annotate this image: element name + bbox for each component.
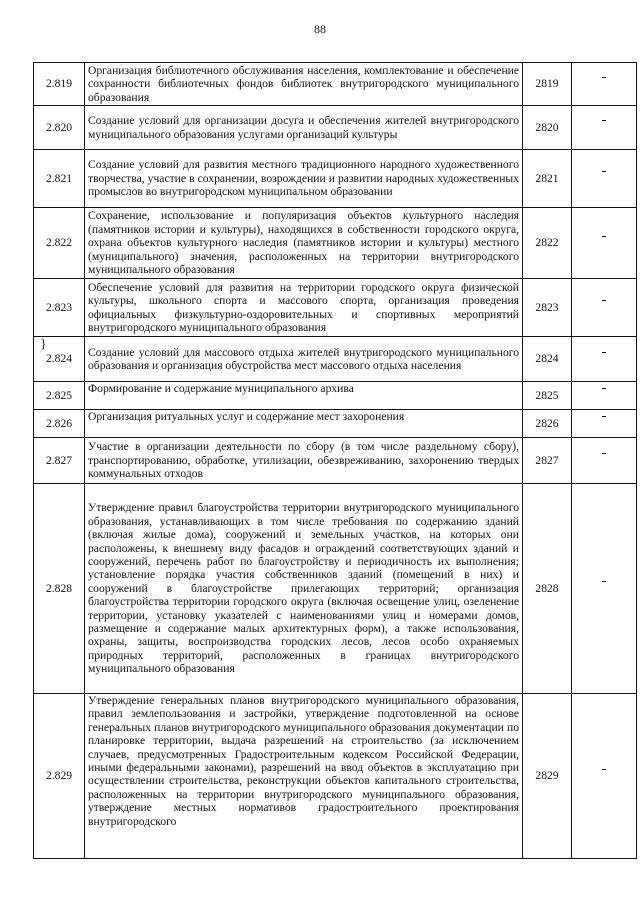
table-row [34, 106, 637, 150]
row-value [572, 382, 637, 410]
row-number: 2.827 [34, 438, 85, 484]
table-row [34, 150, 637, 208]
dash-mark [602, 300, 606, 314]
dash-mark [602, 581, 606, 595]
row-text: Обеспечение условий для развития на территории городского округа физической культуры, школьного спорта и массового спорта, организация проведения официальных физкультурно-оздоровительных и спортивных мероприятий внутригородского муниципального образования [85, 279, 523, 337]
row-number: 2.829 [34, 694, 85, 859]
dash-mark [602, 352, 606, 366]
row-code: 2826 [523, 410, 572, 438]
row-text: Участие в организации деятельности по сбору (в том числе раздельному сбору), транспортированию, обработке, утилизации, обезвреживанию, захоронению твердых коммунальных отходов [85, 438, 523, 484]
functions-table [33, 62, 637, 859]
row-code: 2829 [523, 694, 572, 859]
row-code: 2820 [523, 106, 572, 150]
row-value [572, 410, 637, 438]
row-value [572, 208, 637, 279]
row-value [572, 438, 637, 484]
row-number: 2.826 [34, 410, 85, 438]
row-number: 2.828 [34, 484, 85, 694]
table-row [34, 438, 637, 484]
row-number: 2.824 [34, 337, 85, 382]
margin-mark: } [40, 337, 47, 352]
row-code: 2823 [523, 279, 572, 337]
row-text: Утверждение правил благоустройства территории внутригородского муниципального образования, устанавливающих в том числе требования по содержанию зданий (включая жилые дома), сооружений и земельных участков, на которых они расположены, к внешнему виду фасадов и ограждений соответствующих зданий и сооружений, перечень работ по благоустройству и периодичность их выполнения; установление порядка участия собственников зданий (помещений в них) и сооружений в благоустройстве прилегающих территорий; организация благоустройства территории городского округа (включая освещение улиц, озеленение территории, установку указателей с наименованиями улиц и номерами домов, размещение и содержание малых архитектурных форм), а также использования, охраны, защиты, воспроизводства городских лесов, лесов особо охраняемых природных территорий, расположенных в границах внутригородского муниципального образования [85, 484, 523, 694]
row-code: 2828 [523, 484, 572, 694]
row-number: 2.825 [34, 382, 85, 410]
page-number: 88 [314, 22, 326, 36]
row-value [572, 150, 637, 208]
row-value [572, 279, 637, 337]
row-number: 2.822 [34, 208, 85, 279]
table-row [34, 337, 637, 382]
row-text: Утверждение генеральных планов внутригородского муниципального образования, правил землепользования и застройки, утверждение подготовленной на основе генеральных планов внутригородского муниципального образования документации по планировке территории, выдача разрешений на строительство (за исключением случаев, предусмотренных Градостроительным кодексом Российской Федерации, иными федеральными законами), разрешений на ввод объектов в эксплуатацию при осуществлении строительства, реконструкции объектов капитального строительства, расположенных на территории внутригородского муниципального образования, утверждение местных нормативов градостроительного проектирования внутригородского [85, 694, 523, 859]
table-row [34, 63, 637, 106]
row-text: Организация ритуальных услуг и содержание мест захоронения [85, 410, 523, 438]
dash-mark [602, 388, 606, 402]
row-text: Создание условий для массового отдыха жителей внутригородского муниципального образования и организация обустройства мест массового отдыха населения [85, 337, 523, 382]
row-text: Сохранение, использование и популяризация объектов культурного наследия (памятников истории и культуры), находящихся в собственности городского округа, охрана объектов культурного наследия (памятников истории и культуры) местного (муниципального) значения, расположенных на территории внутригородского муниципального образования [85, 208, 523, 279]
dash-mark [602, 236, 606, 250]
row-code: 2825 [523, 382, 572, 410]
row-text: Создание условий для организации досуга и обеспечения жителей внутригородского муниципального образования услугами организаций культуры [85, 106, 523, 150]
dash-mark [602, 416, 606, 430]
table-row [34, 208, 637, 279]
row-value [572, 63, 637, 106]
row-number: 2.821 [34, 150, 85, 208]
dash-mark [602, 120, 606, 134]
dash-mark [602, 769, 606, 783]
row-code: 2819 [523, 63, 572, 106]
row-value [572, 484, 637, 694]
table-row [34, 694, 637, 859]
row-number: 2.819 [34, 63, 85, 106]
row-code: 2824 [523, 337, 572, 382]
dash-mark [602, 453, 606, 467]
dash-mark [602, 171, 606, 185]
row-value [572, 106, 637, 150]
table-row [34, 410, 637, 438]
row-code: 2827 [523, 438, 572, 484]
table-row [34, 279, 637, 337]
row-text: Организация библиотечного обслуживания населения, комплектование и обеспечение сохранности библиотечных фондов библиотек внутригородского муниципального образования [85, 63, 523, 106]
row-value [572, 694, 637, 859]
table-row [34, 484, 637, 694]
table-row [34, 382, 637, 410]
row-code: 2821 [523, 150, 572, 208]
row-text: Формирование и содержание муниципального архива [85, 382, 523, 410]
dash-mark [602, 77, 606, 91]
row-number: 2.823 [34, 279, 85, 337]
row-number: 2.820 [34, 106, 85, 150]
row-code: 2822 [523, 208, 572, 279]
row-value [572, 337, 637, 382]
row-text: Создание условий для развития местного традиционного народного художественного творчества, участие в сохранении, возрождении и развитии народных художественных промыслов во внутригородском муниципальном образовании [85, 150, 523, 208]
